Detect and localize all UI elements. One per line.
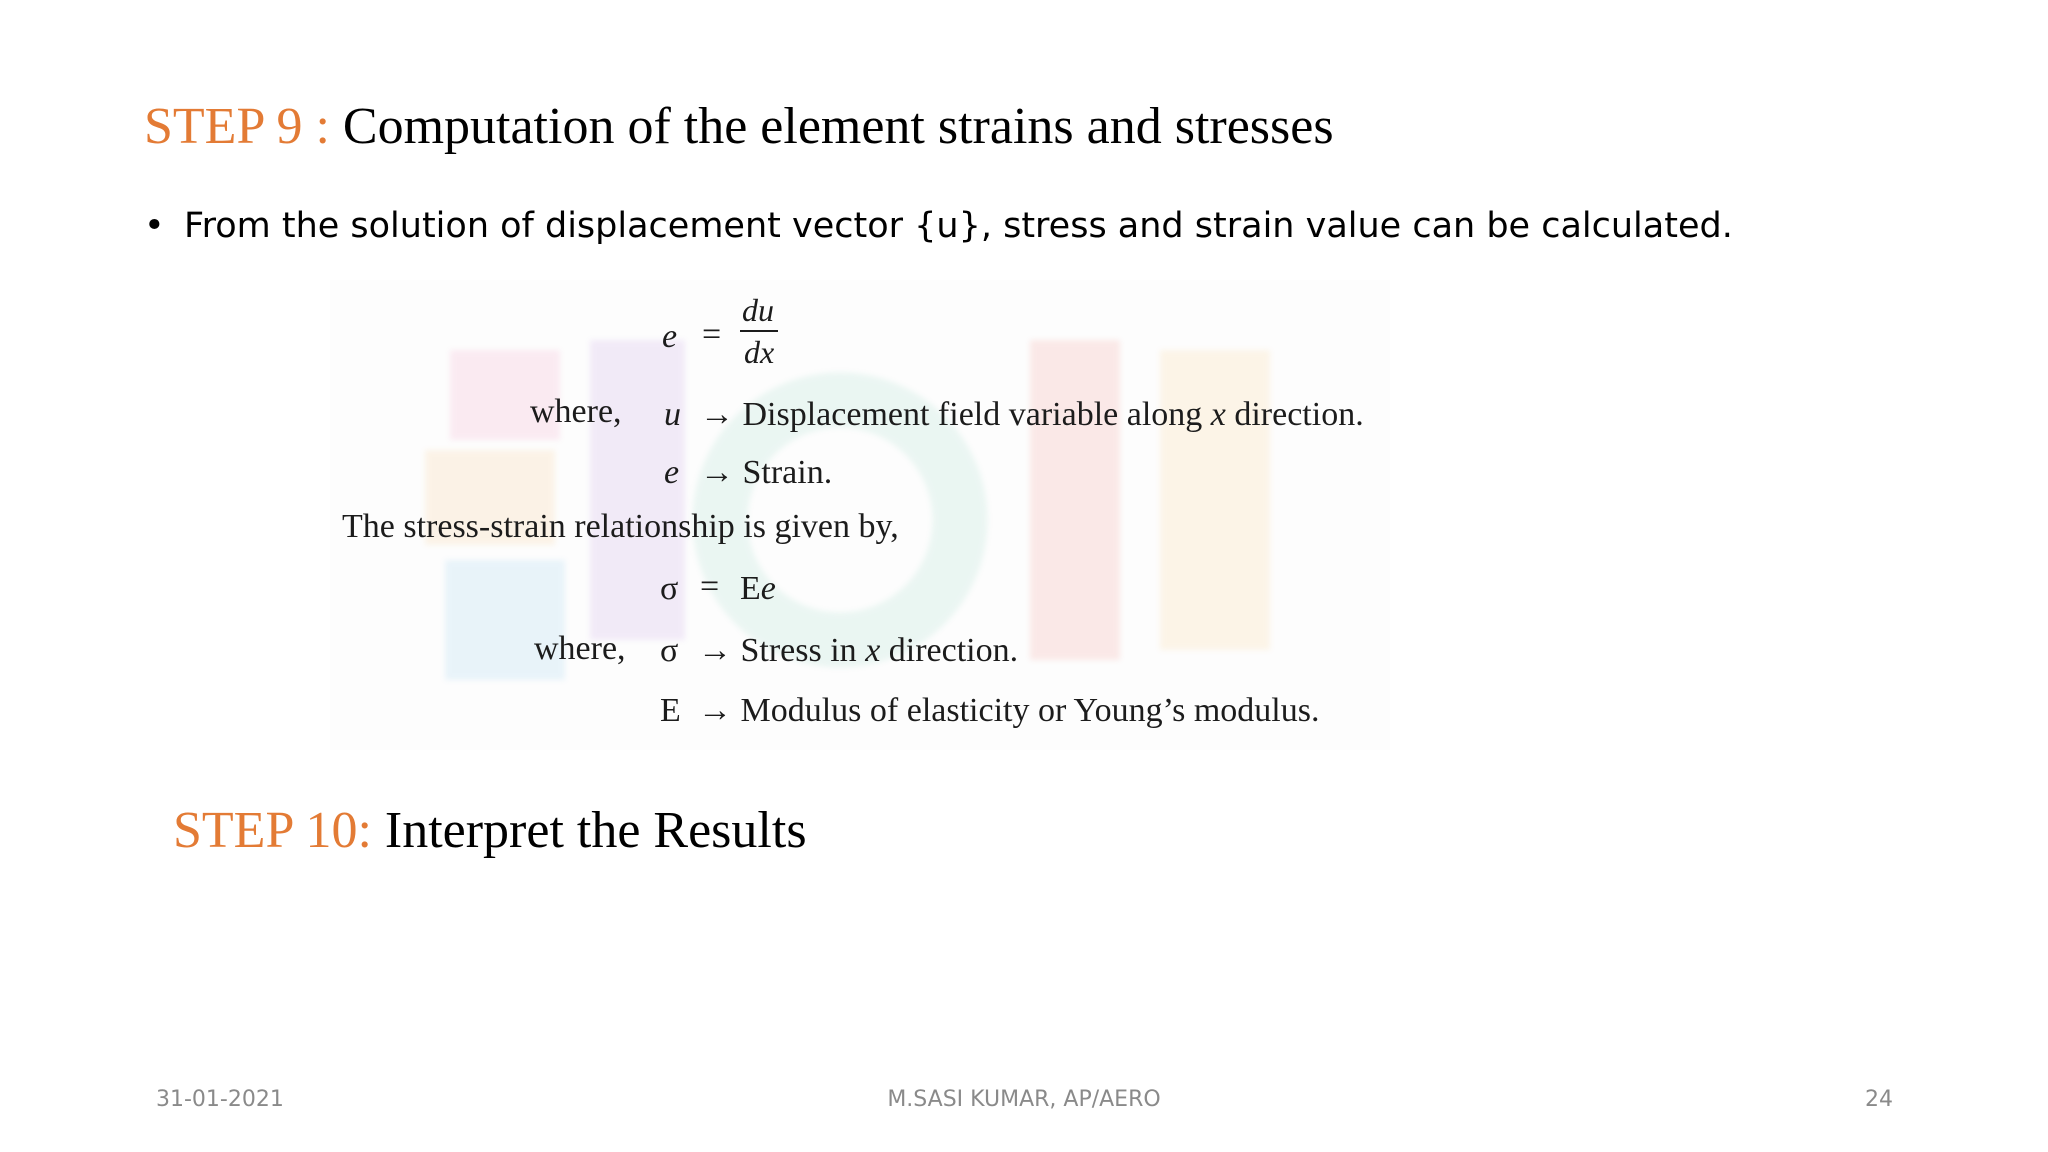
bullet-icon: • (144, 206, 165, 246)
strain-symbol-2: e (664, 454, 680, 491)
fraction-bar (740, 330, 778, 332)
modulus-symbol: E (660, 692, 681, 729)
displacement-definition: → Displacement field variable along x direction. (700, 396, 1364, 433)
step-9-label: STEP 9 : (144, 98, 330, 155)
page-number: 24 (1865, 1087, 1893, 1112)
sigma-symbol: σ (660, 570, 679, 607)
step-9-title: Computation of the element strains and stresses (342, 98, 1334, 155)
equals-sign: = (702, 316, 722, 353)
equation-image (330, 280, 1390, 750)
strain-symbol: e (662, 318, 678, 355)
where-label-2: where, (534, 630, 626, 667)
fraction-numerator: du (742, 292, 774, 328)
sigma-symbol-2: σ (660, 632, 679, 669)
displacement-symbol: u (664, 396, 681, 433)
footer-author: M.SASI KUMAR, AP/AERO (887, 1087, 1161, 1112)
equals-sign-2: = (700, 568, 720, 605)
bullet-text: From the solution of displacement vector {u}, stress and strain value can be calculated. (184, 206, 1733, 246)
where-label-1: where, (530, 393, 622, 430)
strain-definition: → Strain. (700, 454, 833, 491)
step-10-heading (173, 802, 807, 859)
hooke-law-rhs: Ee (740, 570, 776, 607)
step-10-label: STEP 10: (173, 802, 372, 859)
fraction-denominator: dx (744, 334, 775, 370)
stress-definition: → Stress in x direction. (698, 632, 1019, 669)
relation-sentence: The stress-strain relationship is given by, (342, 508, 899, 545)
step-10-title: Interpret the Results (384, 802, 807, 859)
step-9-heading (144, 98, 1334, 155)
modulus-definition: → Modulus of elasticity or Young’s modulus. (698, 692, 1320, 729)
footer-date: 31-01-2021 (156, 1087, 284, 1112)
bullet-item (144, 205, 1733, 247)
